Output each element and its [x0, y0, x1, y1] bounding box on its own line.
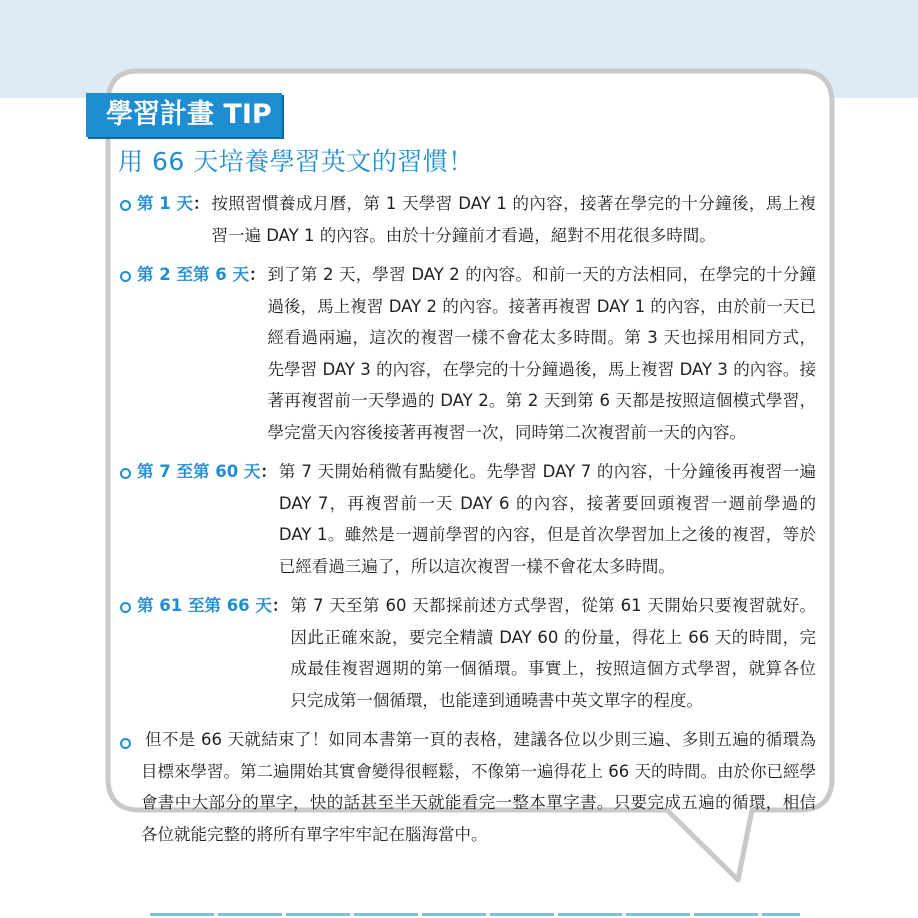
schedule-item-day-1: [120, 188, 816, 251]
circle-bullet-icon: [120, 200, 131, 211]
circle-bullet-icon: [120, 738, 131, 749]
item-label: 第 1 天: [137, 194, 193, 213]
item-text: 第 7 天開始稍微有點變化。先學習 DAY 7 的內容，十分鐘後再複習一遍 DAY 7，再複習前一天 DAY 6 的內容，接著要回頭複習一週前學過的 DAY 1。雖然是一週前學習的內容，但是首次學習加上之後的複習，等於已經看過三遍了，所以這次複習一樣不會花太多時間。: [278, 462, 816, 576]
item-label: 第 7 至第 60 天: [137, 462, 261, 481]
tip-content: [120, 188, 816, 850]
bottom-dashed-rule: [150, 913, 800, 916]
item-text: 第 7 天至第 60 天都採前述方式學習，從第 61 天開始只要複習就好。因此正確來說，要完全精讀 DAY 60 的份量，得花上 66 天的時間，完成最佳複習週期的第一個循環。事實上，按照這個方式學習，就算各位只完成第一個循環，也能達到通曉書中英文單字的程度。: [290, 596, 816, 710]
item-colon: ：: [248, 265, 266, 284]
item-colon: ：: [271, 596, 289, 615]
schedule-item-day-2-6: [120, 259, 816, 448]
item-label: 第 2 至第 6 天: [137, 265, 249, 284]
item-text: 到了第 2 天，學習 DAY 2 的內容。和前一天的方法相同，在學完的十分鐘過後，馬上複習 DAY 2 的內容。接著再複習 DAY 1 的內容，由於前一天已經看過兩遍，這次的複習一樣不會花太多時間。第 3 天也採用相同方式，先學習 DAY 3 的內容，在學完的十分鐘過後，馬上複習 DAY 3 的內容。接著再複習前一天學過的 DAY 2。第 2 天到第 6 天都是按照這個模式學習，學完當天內容後接著再複習一次，同時第二次複習前一天的內容。: [267, 265, 816, 442]
tip-badge: 學習計畫 TIP: [86, 93, 282, 137]
schedule-item-day-7-60: [120, 456, 816, 582]
item-label: 第 61 至第 66 天: [137, 596, 272, 615]
circle-bullet-icon: [120, 468, 131, 479]
page-subtitle: 用 66 天培養學習英文的習慣！: [118, 147, 474, 176]
note-text: 但不是 66 天就結束了！如同本書第一頁的表格，建議各位以少則三遍、多則五遍的循環為目標來學習。第二遍開始其實會變得很輕鬆，不像第一遍得花上 66 天的時間。由於你已經學會書中大部分的單字，快的話甚至半天就能看完一整本單字書。只要完成五遍的循環，相信各位就能完整的將所有單字牢牢記在腦海當中。: [141, 730, 816, 844]
circle-bullet-icon: [120, 602, 131, 613]
item-text: 按照習慣養成月曆，第 1 天學習 DAY 1 的內容，接著在學完的十分鐘後，馬上複習一遍 DAY 1 的內容。由於十分鐘前才看過，絕對不用花很多時間。: [211, 194, 816, 245]
circle-bullet-icon: [120, 271, 131, 282]
schedule-item-day-61-66: [120, 590, 816, 716]
closing-note: [120, 724, 816, 850]
item-colon: ：: [260, 462, 277, 481]
item-colon: ：: [192, 194, 210, 213]
